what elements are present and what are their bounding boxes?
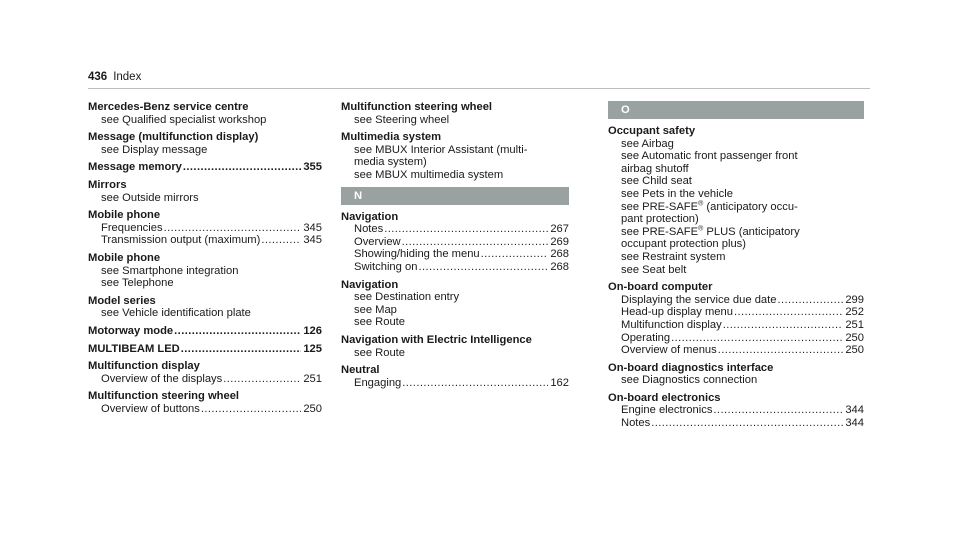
page-ref: 251 bbox=[845, 318, 864, 331]
index-term bbox=[88, 325, 322, 338]
index-subentry: see Pets in the vehicle bbox=[621, 187, 733, 200]
index-subentry bbox=[608, 417, 864, 430]
page-ref: 345 bbox=[303, 234, 322, 247]
page-ref: 268 bbox=[550, 260, 569, 273]
index-term: Multifunction steering wheel bbox=[88, 390, 240, 403]
leader-dots bbox=[181, 343, 302, 356]
index-subentry: see Automatic front passenger front bbox=[621, 150, 798, 163]
entry-text: MULTIBEAM LED bbox=[88, 342, 180, 355]
leader-dots bbox=[201, 403, 301, 416]
index-subentry bbox=[88, 373, 322, 386]
index-column-1 bbox=[88, 101, 322, 420]
leader-dots bbox=[671, 332, 843, 345]
index-entry bbox=[341, 279, 569, 329]
page-ref: 250 bbox=[845, 331, 864, 344]
index-subentry bbox=[341, 223, 569, 236]
entry-text: Overview of buttons bbox=[101, 402, 200, 415]
index-entry bbox=[88, 101, 322, 126]
index-subentry: airbag shutoff bbox=[621, 162, 689, 175]
index-subentry bbox=[88, 234, 322, 247]
index-entry bbox=[608, 281, 864, 357]
index-entry bbox=[341, 101, 569, 126]
entry-text: Multifunction display bbox=[621, 318, 722, 331]
index-entry bbox=[88, 161, 322, 174]
index-entry bbox=[341, 334, 569, 359]
leader-dots bbox=[734, 306, 843, 319]
index-subentry: see Outside mirrors bbox=[101, 191, 199, 204]
leader-dots bbox=[402, 236, 549, 249]
leader-dots bbox=[183, 161, 301, 174]
index-subentry bbox=[608, 306, 864, 319]
index-subentry: see Qualified specialist workshop bbox=[101, 113, 267, 126]
index-subentry: see Diagnostics connection bbox=[621, 374, 758, 387]
page-ref: 250 bbox=[845, 344, 864, 357]
index-subentry bbox=[341, 377, 569, 390]
index-entry bbox=[88, 360, 322, 385]
letter-heading-o: O bbox=[608, 101, 864, 119]
page-ref: 268 bbox=[550, 248, 569, 261]
entry-text: Engine electronics bbox=[621, 404, 713, 417]
index-subentry: see Seat belt bbox=[621, 263, 687, 276]
index-subentry: see MBUX Interior Assistant (multi- bbox=[354, 143, 528, 156]
index-term: Mirrors bbox=[88, 178, 127, 191]
leader-dots bbox=[481, 248, 549, 261]
page-ref: 355 bbox=[303, 161, 322, 174]
index-entry bbox=[88, 343, 322, 356]
index-subentry bbox=[608, 226, 864, 239]
index-term: Navigation with Electric Intelligence bbox=[341, 333, 532, 346]
index-term: On-board computer bbox=[608, 281, 713, 294]
subentry-text: see PRE-SAFE bbox=[621, 225, 699, 238]
leader-dots bbox=[402, 377, 548, 390]
subentry-text: see PRE-SAFE bbox=[621, 200, 699, 213]
index-entry bbox=[608, 362, 864, 387]
page-number: 436 bbox=[88, 71, 108, 83]
index-term: Mobile phone bbox=[88, 251, 161, 264]
index-subentry: see Vehicle identification plate bbox=[101, 307, 251, 320]
entry-text: Switching on bbox=[354, 260, 418, 273]
index-subentry: see Destination entry bbox=[354, 291, 460, 304]
index-column-3 bbox=[608, 101, 864, 435]
entry-text: Showing/hiding the menu bbox=[354, 248, 480, 261]
index-subentry: see Telephone bbox=[101, 277, 174, 290]
page-ref: 250 bbox=[303, 402, 322, 415]
index-term: Neutral bbox=[341, 364, 380, 377]
leader-dots bbox=[723, 319, 844, 332]
index-subentry: see Steering wheel bbox=[354, 113, 450, 126]
page-ref: 345 bbox=[303, 221, 322, 234]
index-subentry bbox=[341, 236, 569, 249]
index-subentry: see Display message bbox=[101, 143, 208, 156]
subentry-text: PLUS (anticipatory bbox=[703, 225, 800, 238]
index-term: Multifunction steering wheel bbox=[341, 101, 493, 113]
leader-dots bbox=[718, 344, 844, 357]
leader-dots bbox=[261, 234, 301, 247]
leader-dots bbox=[164, 222, 302, 235]
index-entry bbox=[341, 131, 569, 181]
header-rule bbox=[88, 88, 870, 89]
index-term bbox=[88, 343, 322, 356]
registered-mark: ® bbox=[698, 225, 704, 233]
index-term bbox=[88, 161, 322, 174]
index-term: Navigation bbox=[341, 278, 399, 291]
page-ref: 126 bbox=[303, 324, 322, 337]
index-subentry: see MBUX multimedia system bbox=[354, 168, 504, 181]
entry-text: Motorway mode bbox=[88, 324, 174, 337]
index-subentry: see Map bbox=[354, 303, 397, 316]
entry-text: Overview of menus bbox=[621, 344, 717, 357]
index-subentry: see Airbag bbox=[621, 137, 674, 150]
index-subentry: see Child seat bbox=[621, 175, 692, 188]
index-term: Message (multifunction display) bbox=[88, 131, 259, 144]
page-ref: 344 bbox=[845, 417, 864, 430]
index-subentry bbox=[608, 344, 864, 357]
page-ref: 251 bbox=[303, 372, 322, 385]
index-entry bbox=[88, 209, 322, 247]
index-term: Occupant safety bbox=[608, 125, 696, 137]
entry-text: Displaying the service due date bbox=[621, 293, 777, 306]
entry-text: Overview of the displays bbox=[101, 372, 223, 385]
index-term: Mercedes-Benz service centre bbox=[88, 101, 249, 113]
entry-text: Notes bbox=[621, 417, 651, 430]
entry-text: Engaging bbox=[354, 376, 402, 389]
leader-dots bbox=[384, 223, 548, 236]
leader-dots bbox=[223, 373, 301, 386]
index-subentry bbox=[608, 201, 864, 214]
index-term: Mobile phone bbox=[88, 209, 161, 222]
entry-text: Notes bbox=[354, 223, 384, 236]
index-subentry: see Restraint system bbox=[621, 250, 726, 263]
entry-text: Operating bbox=[621, 331, 671, 344]
entry-text: Message memory bbox=[88, 161, 182, 174]
index-term: Multifunction display bbox=[88, 360, 200, 373]
letter-heading-n: N bbox=[341, 187, 569, 205]
index-subentry bbox=[608, 294, 864, 307]
index-term: On-board electronics bbox=[608, 391, 721, 404]
index-entry bbox=[608, 392, 864, 430]
leader-dots bbox=[651, 417, 843, 430]
page-ref: 344 bbox=[845, 404, 864, 417]
index-term: Navigation bbox=[341, 210, 399, 223]
index-subentry: occupant protection plus) bbox=[621, 238, 747, 251]
entry-text: Overview bbox=[354, 235, 401, 248]
entry-text: Frequencies bbox=[101, 221, 163, 234]
page-ref: 299 bbox=[845, 293, 864, 306]
index-subentry: see Smartphone integration bbox=[101, 264, 239, 277]
index-subentry bbox=[341, 261, 569, 274]
registered-mark: ® bbox=[698, 199, 704, 207]
index-column-2 bbox=[341, 101, 569, 394]
page-ref: 125 bbox=[303, 342, 322, 355]
page-ref: 162 bbox=[550, 376, 569, 389]
index-subentry bbox=[88, 403, 322, 416]
index-subentry: pant protection) bbox=[621, 213, 699, 226]
index-subentry: see Route bbox=[354, 316, 405, 329]
section-title: Index bbox=[113, 71, 142, 83]
index-entry-occupant-safety bbox=[608, 125, 864, 276]
page-ref: 252 bbox=[845, 306, 864, 319]
page-ref: 267 bbox=[550, 223, 569, 236]
subentry-text: (anticipatory occu- bbox=[703, 200, 798, 213]
index-term: On-board diagnostics interface bbox=[608, 361, 774, 374]
index-term: Multimedia system bbox=[341, 131, 442, 144]
leader-dots bbox=[777, 294, 843, 307]
leader-dots bbox=[713, 404, 843, 417]
index-term: Model series bbox=[88, 294, 156, 307]
entry-text: Head-up display menu bbox=[621, 306, 733, 319]
leader-dots bbox=[174, 325, 301, 338]
index-subentry: see Route bbox=[354, 346, 405, 359]
index-subentry bbox=[608, 332, 864, 345]
page-header bbox=[88, 71, 141, 84]
index-entry bbox=[88, 131, 322, 156]
index-entry bbox=[88, 390, 322, 415]
index-subentry bbox=[88, 222, 322, 235]
index-subentry bbox=[341, 248, 569, 261]
index-entry bbox=[88, 295, 322, 320]
index-entry bbox=[88, 179, 322, 204]
entry-text: Transmission output (maximum) bbox=[101, 234, 261, 247]
index-subentry: media system) bbox=[354, 156, 427, 169]
index-entry bbox=[88, 252, 322, 290]
index-subentry bbox=[608, 319, 864, 332]
page-ref: 269 bbox=[550, 235, 569, 248]
index-entry bbox=[341, 211, 569, 274]
index-entry bbox=[88, 325, 322, 338]
index-entry bbox=[341, 364, 569, 389]
leader-dots bbox=[418, 261, 548, 274]
index-subentry bbox=[608, 404, 864, 417]
